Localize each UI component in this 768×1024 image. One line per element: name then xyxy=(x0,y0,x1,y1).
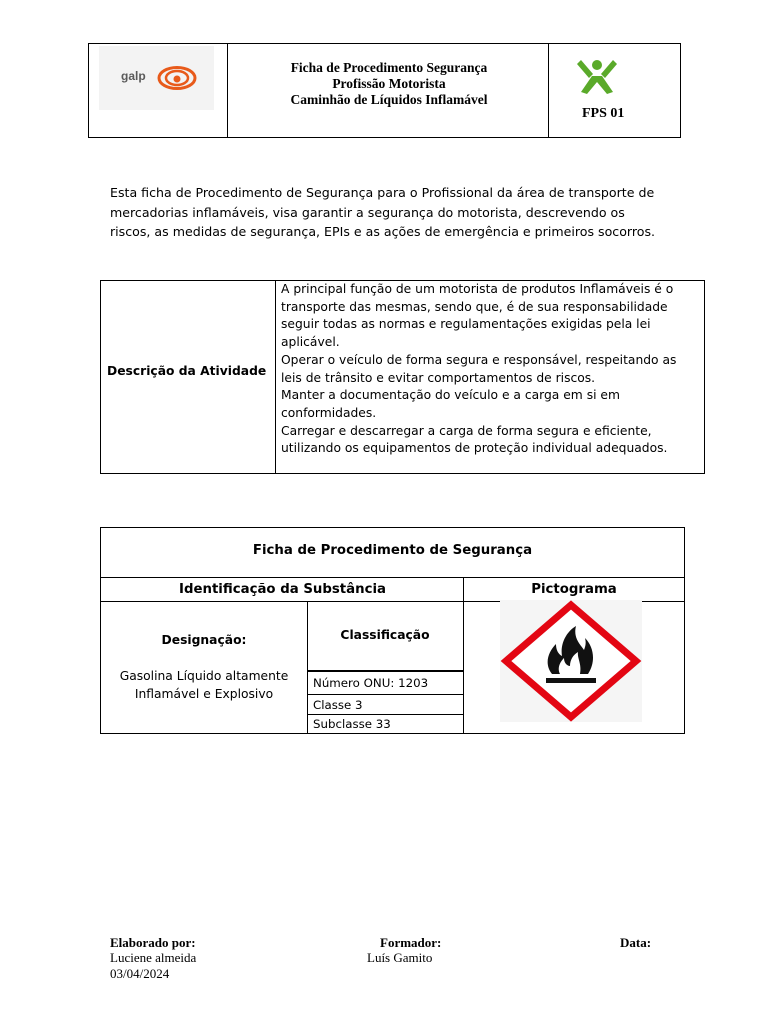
galp-logo-text: galp xyxy=(121,69,146,83)
intro-line: mercadorias inflamáveis, visa garantir a segurança do motorista, descrevendo os xyxy=(110,204,625,220)
activity-line: transporte das mesmas, sendo que, é de sua responsabilidade xyxy=(281,299,668,314)
activity-table xyxy=(100,280,705,474)
galp-logo-box xyxy=(99,46,214,110)
trainer-label: Formador: xyxy=(380,935,442,950)
document-code: FPS 01 xyxy=(582,106,625,121)
table-rule xyxy=(307,670,463,672)
document-header xyxy=(88,43,681,138)
galp-logo-icon xyxy=(156,65,198,91)
classification-label: Classificação xyxy=(340,628,430,642)
activity-line: Carregar e descarregar a carga de forma segura e eficiente, xyxy=(281,423,652,438)
activity-line: seguir todas as normas e regulamentações exigidas pela lei xyxy=(281,317,651,332)
un-number: Número ONU: 1203 xyxy=(313,676,429,690)
designation-line: Inflamável e Explosivo xyxy=(134,687,274,701)
table-title: Ficha de Procedimento de Segurança xyxy=(252,543,533,558)
table-rule xyxy=(101,577,684,578)
identification-title: Identificação da Substância xyxy=(179,582,386,597)
activity-line: conformidades. xyxy=(281,405,377,420)
activity-line: aplicável. xyxy=(281,335,340,350)
table-divider xyxy=(275,281,276,473)
designation-value xyxy=(101,667,307,703)
table-rule xyxy=(307,714,463,715)
trainer-name: Luís Gamito xyxy=(367,950,433,965)
intro-line: Esta ficha de Procedimento de Segurança para o Profissional da área de transporte de xyxy=(110,185,655,200)
elaborated-name: Luciene almeida xyxy=(110,950,197,965)
activity-line: Manter a documentação do veículo e a carga em si em xyxy=(281,388,620,403)
activity-description xyxy=(281,281,699,458)
table-rule xyxy=(307,694,463,695)
designation-label: Designação: xyxy=(161,633,247,647)
pictogram-title: Pictograma xyxy=(531,582,617,597)
activity-line: Operar o veículo de forma segura e responsável, respeitando as xyxy=(281,352,677,367)
hazard-subclass: Subclasse 33 xyxy=(313,717,391,731)
activity-line: A principal função de um motorista de produtos Inflamáveis é o xyxy=(281,282,674,296)
designation-line: Gasolina Líquido altamente xyxy=(119,669,289,683)
header-divider xyxy=(227,43,228,138)
header-title-line: Ficha de Procedimento Segurança xyxy=(290,60,488,75)
hazard-class: Classe 3 xyxy=(313,698,363,712)
header-title xyxy=(229,60,549,108)
safety-figure-logo-icon xyxy=(573,54,621,98)
header-title-line: Caminhão de Líquidos Inflamável xyxy=(290,92,488,107)
intro-line: riscos, as medidas de segurança, EPIs e as ações de emergência e primeiros socorros. xyxy=(110,224,656,239)
elaborated-date: 03/04/2024 xyxy=(110,966,170,981)
header-title-line: Profissão Motorista xyxy=(332,76,446,91)
activity-line: utilizando os equipamentos de proteção individual adequados. xyxy=(281,441,668,456)
activity-label: Descrição da Atividade xyxy=(107,364,267,378)
date-label: Data: xyxy=(620,935,652,950)
intro-paragraph xyxy=(110,183,670,242)
safety-procedure-table xyxy=(100,527,685,734)
elaborated-label: Elaborado por: xyxy=(110,935,196,950)
activity-line: leis de trânsito e evitar comportamentos de riscos. xyxy=(281,370,596,385)
flammable-pictogram-icon xyxy=(500,600,642,722)
